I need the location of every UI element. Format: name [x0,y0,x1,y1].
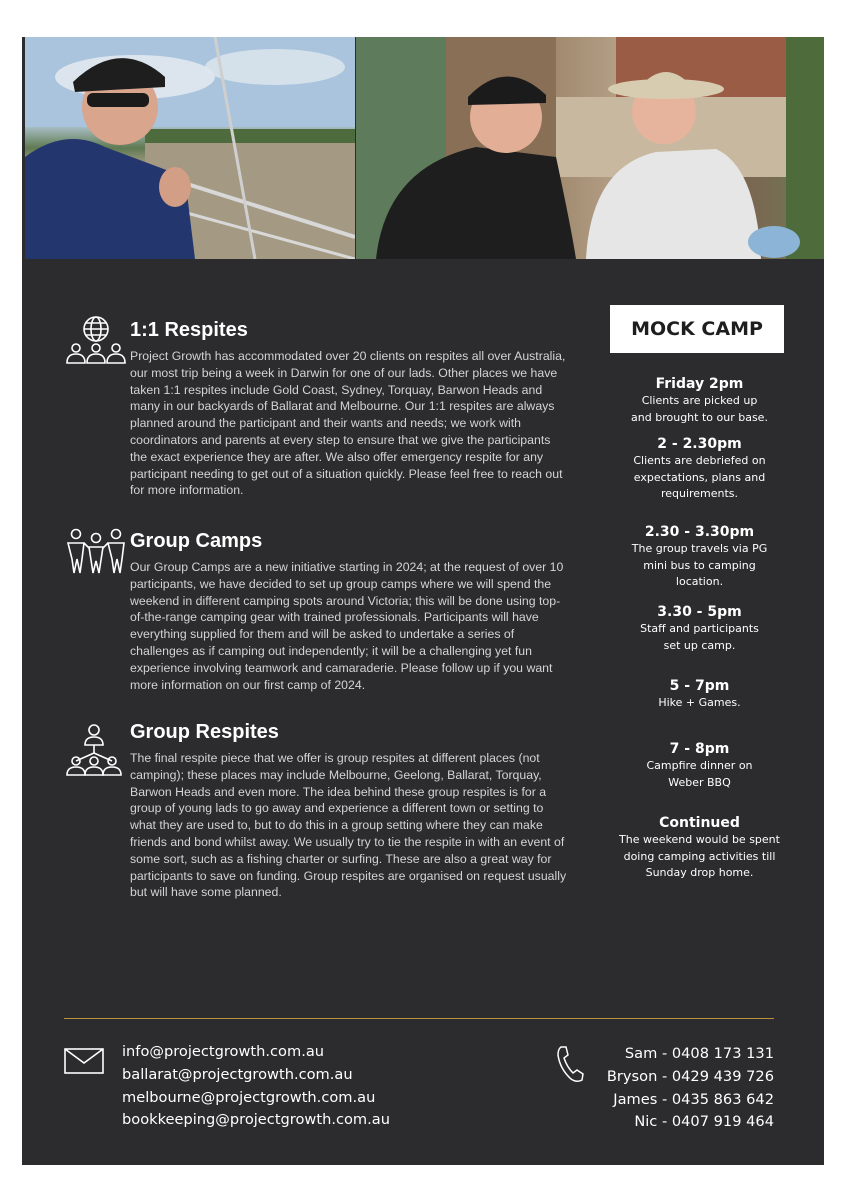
schedule-desc: Clients are debriefed on expectations, plans and requirements. [633,454,766,500]
schedule-time: 3.30 - 5pm [657,604,742,620]
phone-number[interactable]: Nic - 0407 919 464 [634,1113,774,1131]
schedule-desc: The weekend would be spent doing camping activities till Sunday drop home. [619,833,780,879]
globe-people-icon [64,315,128,367]
mail-icon [64,1048,104,1074]
group-respites-title: Group Respites [130,721,279,743]
schedule-item [592,435,807,503]
cafe-photo [356,37,824,259]
camps-title: Group Camps [130,530,263,552]
schedule-item [592,740,807,791]
camps-section [130,529,570,693]
schedule-time: 2.30 - 3.30pm [644,524,755,540]
schedule-item [592,523,807,591]
schedule-time: 2 - 2.30pm [657,436,742,452]
camps-body: Our Group Camps are a new initiative starting in 2024; at the request of over 10 participants, we have decided to set up group camps where we will spend the weekend in different camping spots around Victoria; this will be done using top-of-the-range camping gear with trained professionals. Participants will have everything supplied for them and will be asked to undertake a series of challenges as if camping out independently; it will be a challenging yet fun experience involving teamwork and camaraderie. Please follow up if you want more information on our first camp of 2024. [130,560,564,692]
boat-photo [25,37,355,259]
mock-camp-title: MOCK CAMP [610,305,784,353]
phone-list [607,1043,774,1134]
schedule-desc: Clients are picked up and brought to our base. [631,394,768,424]
email-list [122,1041,390,1132]
email-link[interactable]: info@projectgrowth.com.au [122,1043,325,1060]
respites-section [130,318,570,499]
schedule-desc: Campfire dinner on Weber BBQ [646,759,753,789]
schedule-desc: Staff and participants set up camp. [640,622,759,652]
email-link[interactable]: ballarat@projectgrowth.com.au [122,1065,353,1083]
schedule-item [592,603,807,654]
email-link[interactable]: bookkeeping@projectgrowth.com.au [122,1111,390,1129]
email-link[interactable]: melbourne@projectgrowth.com.au [122,1088,376,1106]
schedule-time: Friday 2pm [655,376,744,392]
group-people-icon [64,527,128,579]
schedule-time: Continued [659,815,740,831]
phone-number[interactable]: Bryson - 0429 439 726 [606,1067,774,1085]
team-network-icon [64,723,124,777]
schedule-time: 5 - 7pm [669,678,730,694]
schedule-desc: Hike + Games. [658,696,741,709]
schedule-time: 7 - 8pm [669,741,730,757]
footer-divider [64,1018,774,1019]
flyer-sheet [22,37,824,1165]
schedule-desc: The group travels via PG mini bus to camping location. [631,542,768,588]
phone-number[interactable]: Sam - 0408 173 131 [624,1045,774,1062]
phone-icon [555,1045,585,1085]
schedule-item [592,814,807,882]
respites-body: Project Growth has accommodated over 20 clients on respites all over Australia, our most trip being a week in Darwin for one of our lads. Other places we have taken 1:1 respites include Gold Coast, Sydney, Torquay, Barwon Heads and many in our backyards of Ballarat and Melbourne. Our 1:1 respites are always planned around the participant and their wants and needs; we work with coordinators and parents at every step to ensure that we give the participants the exact experience they are after. We also offer emergency respite for any participant needing to get out of a situation quickly. Please feel free to reach out for more information. [130,349,566,498]
schedule-item [592,677,807,712]
group-respites-section [130,720,570,901]
phone-number[interactable]: James - 0435 863 642 [613,1090,774,1108]
schedule-item [592,375,807,426]
group-respites-body: The final respite piece that we offer is group respites at different places (not camping); these places may include Melbourne, Geelong, Ballarat, Torquay, Barwon Heads and even more. The idea behind these group respites is for a group of young lads to go away and experience a different town or setting to what they are used to, but to do this in a group setting where they can make friends and bond whilst away. We usually try to tie the respite in with an event of some sort, such as a fishing charter or surfing. These are also a great way for participants to save on funding. Group respites are organised on request usually but will have some planned. [130,751,567,900]
respites-title: 1:1 Respites [130,319,248,341]
